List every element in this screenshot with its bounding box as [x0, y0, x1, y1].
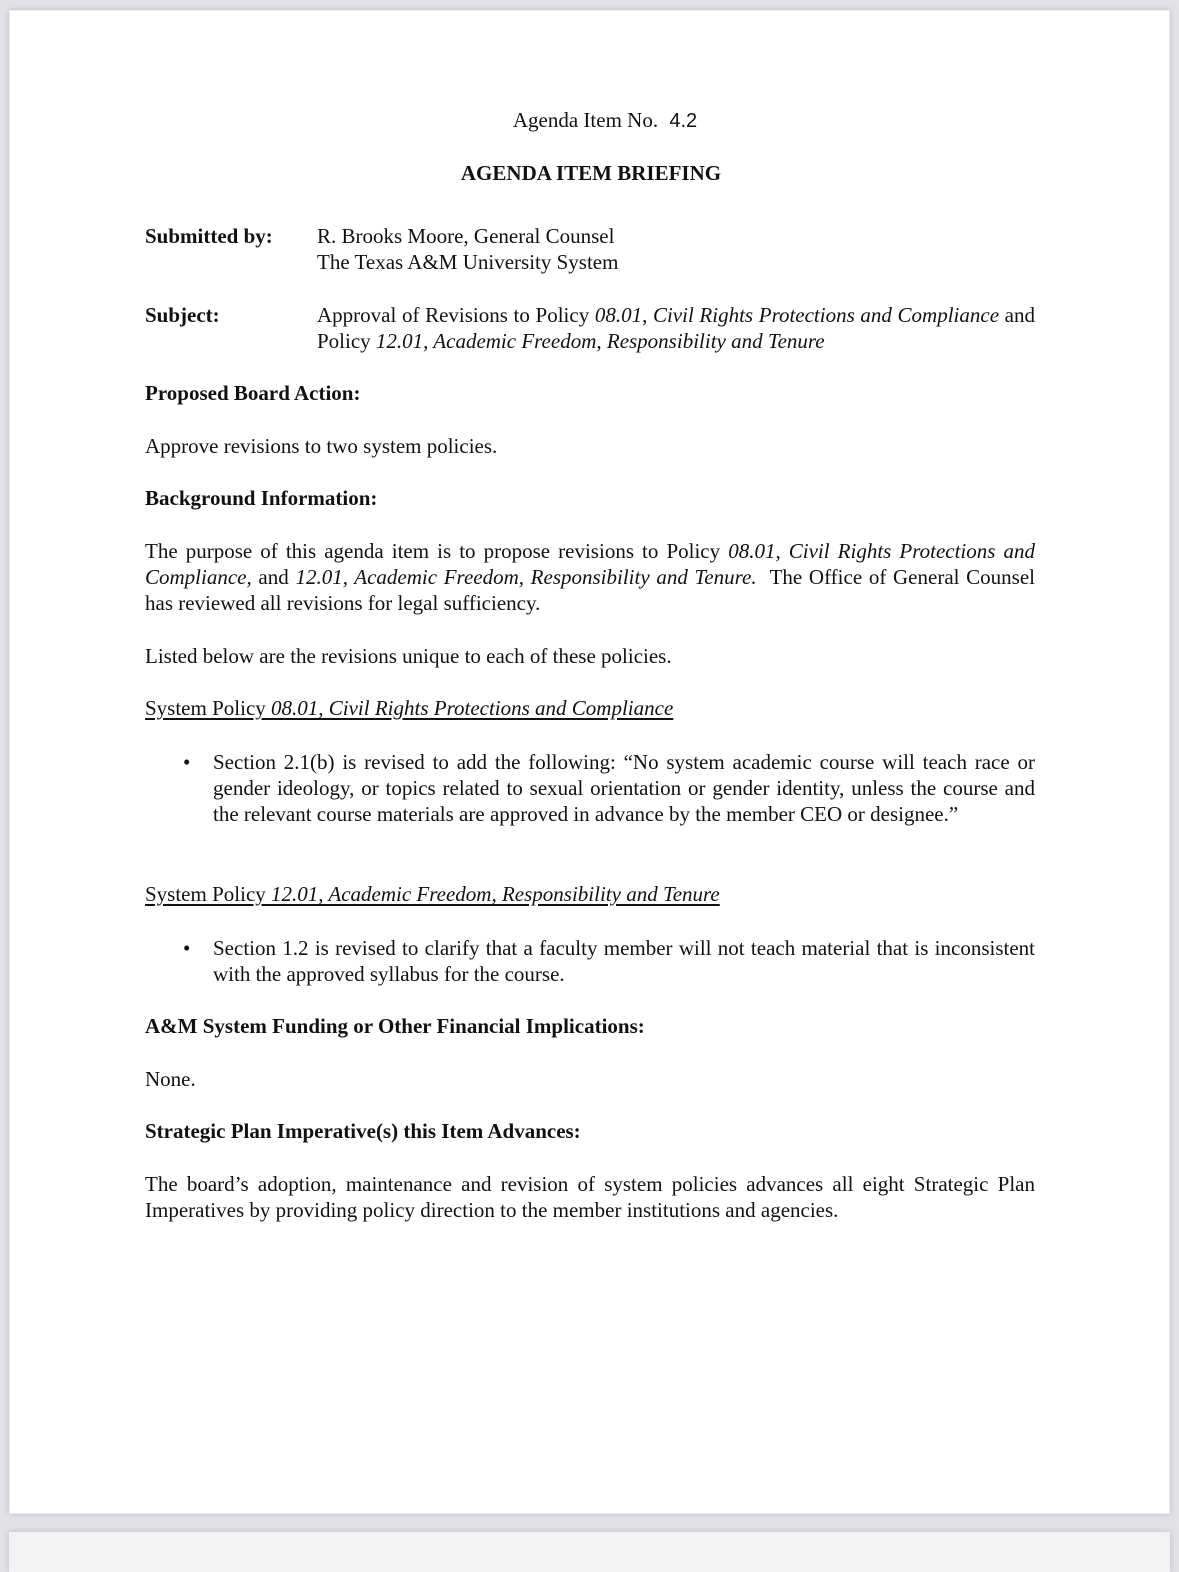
bullet-icon: •: [183, 936, 191, 960]
policy-heading-12-01: [145, 881, 1035, 907]
next-page-edge: [9, 1532, 1170, 1572]
agenda-item-number: 4.2: [669, 110, 698, 132]
bullet-icon: •: [183, 750, 191, 774]
subject-policy2: 12.01, Academic Freedom, Responsibility and Tenure: [375, 329, 825, 353]
funding-heading: A&M System Funding or Other Financial Implications:: [145, 1014, 645, 1038]
background-policy1: 08.01, Civil Rights Protections and Compliance,: [145, 539, 1035, 589]
strategic-text: The board’s adoption, maintenance and revision of system policies advances all eight Strategic Plan Imperatives by providing policy direction to the member institutions and agencies.: [145, 1172, 1035, 1222]
policy-prefix: System Policy: [145, 696, 272, 720]
background-policy2: 12.01, Academic Freedom, Responsibility and Tenure.: [295, 565, 757, 589]
background-paragraph: [145, 538, 1041, 616]
agenda-item-label: Agenda Item No.: [512, 108, 659, 132]
subject-label: Subject:: [145, 303, 220, 327]
subject-value: [317, 302, 1035, 354]
document-title: AGENDA ITEM BRIEFING: [460, 161, 722, 185]
subject-policy1-title: Civil Rights Protections and Compliance: [652, 303, 1000, 327]
strategic-heading: Strategic Plan Imperative(s) this Item Advances:: [145, 1119, 581, 1143]
subject-text-1: Approval of Revisions to Policy: [317, 303, 595, 327]
submitted-by-label: Submitted by:: [145, 224, 273, 248]
policy-prefix: System Policy: [145, 882, 272, 906]
policy-name: 08.01, Civil Rights Protections and Compliance: [271, 696, 674, 720]
policy-name: 12.01, Academic Freedom, Responsibility and Tenure: [271, 882, 720, 906]
background-heading: Background Information:: [145, 486, 378, 510]
bullet-text: Section 2.1(b) is revised to add the following: “No system academic course will teach race or gender ideology, or topics related to sexual orientation or gender identity, unless the course and the relevant course materials are approved in advance by the member CEO or designee.”: [213, 750, 1035, 826]
subject-text-2: and Policy: [317, 303, 1035, 353]
background-text-3: The Office of General Counsel has reviewed all revisions for legal sufficiency.: [145, 565, 1041, 615]
submitter-name: R. Brooks Moore, General Counsel: [317, 224, 615, 248]
bullet-text: Section 1.2 is revised to clarify that a faculty member will not teach material that is inconsistent with the approved syllabus for the course.: [213, 936, 1035, 986]
background-text-1: The purpose of this agenda item is to propose revisions to Policy: [145, 539, 729, 563]
subject-sep: ,: [642, 303, 653, 327]
background-text-2: and: [251, 565, 296, 589]
policy-heading-08-01: [145, 695, 1035, 721]
proposed-action-text: Approve revisions to two system policies.: [145, 434, 498, 458]
subject-policy1-number: 08.01: [594, 303, 643, 327]
document-page: [9, 10, 1170, 1514]
proposed-action-heading: Proposed Board Action:: [145, 381, 361, 405]
funding-text: None.: [145, 1067, 196, 1091]
revisions-intro: Listed below are the revisions unique to each of these policies.: [145, 644, 672, 668]
submitter-organization: The Texas A&M University System: [317, 250, 619, 274]
submitted-by-value: [317, 223, 1035, 275]
agenda-item-number-line: [145, 107, 1035, 134]
